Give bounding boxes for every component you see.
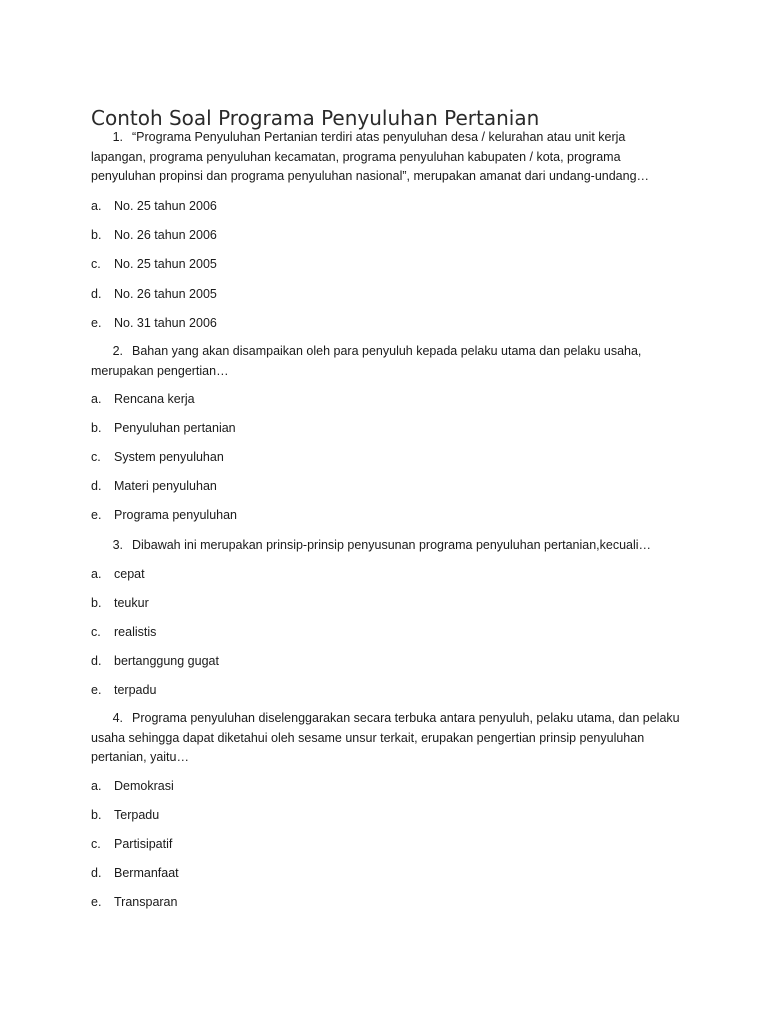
option-text: No. 26 tahun 2005 [114, 287, 217, 301]
option-letter: b. [91, 228, 102, 242]
option-text: Demokrasi [114, 779, 174, 793]
option-letter: e. [91, 895, 102, 909]
option-4d [91, 865, 179, 881]
option-letter: c. [91, 450, 101, 464]
question-number: 4. [112, 711, 123, 725]
option-4c [91, 836, 172, 852]
option-3c [91, 624, 156, 640]
option-1e [91, 315, 217, 331]
option-4e [91, 894, 177, 910]
option-2c [91, 449, 224, 465]
option-letter: c. [91, 257, 101, 271]
question-text: “Programa Penyuluhan Pertanian terdiri atas penyuluhan desa / kelurahan atau unit kerja lapangan, programa penyuluhan kecamatan, programa penyuluhan kabupaten / kota, programa penyuluhan propinsi dan programa penyuluhan nasional”, merupakan amanat dari undang-undang… [91, 130, 650, 183]
option-text: Programa penyuluhan [114, 508, 237, 522]
option-text: No. 26 tahun 2006 [114, 228, 217, 242]
option-1c [91, 256, 217, 272]
question-4 [91, 709, 691, 768]
option-letter: e. [91, 316, 102, 330]
option-letter: e. [91, 683, 102, 697]
option-text: Materi penyuluhan [114, 479, 217, 493]
option-text: Rencana kerja [114, 392, 195, 406]
question-number: 2. [112, 344, 123, 358]
question-number: 3. [112, 538, 123, 552]
option-letter: a. [91, 779, 102, 793]
option-1a [91, 198, 217, 214]
option-letter: a. [91, 199, 102, 213]
option-letter: b. [91, 808, 102, 822]
option-text: teukur [114, 596, 149, 610]
option-text: No. 25 tahun 2005 [114, 257, 217, 271]
option-text: No. 31 tahun 2006 [114, 316, 217, 330]
option-3b [91, 595, 149, 611]
option-4b [91, 807, 159, 823]
option-4a [91, 778, 174, 794]
question-text: Bahan yang akan disampaikan oleh para penyuluh kepada pelaku utama dan pelaku usaha, merupakan pengertian… [91, 344, 642, 378]
option-2e [91, 507, 237, 523]
option-letter: e. [91, 508, 102, 522]
option-3a [91, 566, 145, 582]
option-letter: b. [91, 596, 102, 610]
option-text: Terpadu [114, 808, 160, 822]
option-letter: d. [91, 479, 102, 493]
option-letter: a. [91, 567, 102, 581]
option-text: Partisipatif [114, 837, 173, 851]
question-1 [91, 128, 651, 187]
option-1d [91, 286, 217, 302]
option-text: bertanggung gugat [114, 654, 219, 668]
option-letter: c. [91, 625, 101, 639]
question-number: 1. [112, 130, 123, 144]
option-2d [91, 478, 217, 494]
option-3e [91, 682, 156, 698]
option-text: terpadu [114, 683, 157, 697]
option-letter: c. [91, 837, 101, 851]
option-letter: d. [91, 866, 102, 880]
option-text: Bermanfaat [114, 866, 179, 880]
option-letter: a. [91, 392, 102, 406]
question-3 [91, 536, 691, 556]
option-text: cepat [114, 567, 145, 581]
option-2a [91, 391, 195, 407]
option-text: Transparan [114, 895, 178, 909]
question-2 [91, 342, 651, 381]
option-text: System penyuluhan [114, 450, 224, 464]
page-title: Contoh Soal Programa Penyuluhan Pertanian [91, 106, 540, 131]
question-text: Dibawah ini merupakan prinsip-prinsip penyusunan programa penyuluhan pertanian,kecuali… [132, 538, 652, 552]
question-text: Programa penyuluhan diselenggarakan secara terbuka antara penyuluh, pelaku utama, dan pelaku usaha sehingga dapat diketahui oleh sesame unsur terkait, erupakan pengertian prinsip penyuluhan pertanian, yaitu… [91, 711, 680, 764]
option-letter: d. [91, 654, 102, 668]
option-1b [91, 227, 217, 243]
option-letter: d. [91, 287, 102, 301]
option-text: Penyuluhan pertanian [114, 421, 236, 435]
option-text: No. 25 tahun 2006 [114, 199, 217, 213]
option-text: realistis [114, 625, 157, 639]
option-2b [91, 420, 236, 436]
option-letter: b. [91, 421, 102, 435]
option-3d [91, 653, 219, 669]
